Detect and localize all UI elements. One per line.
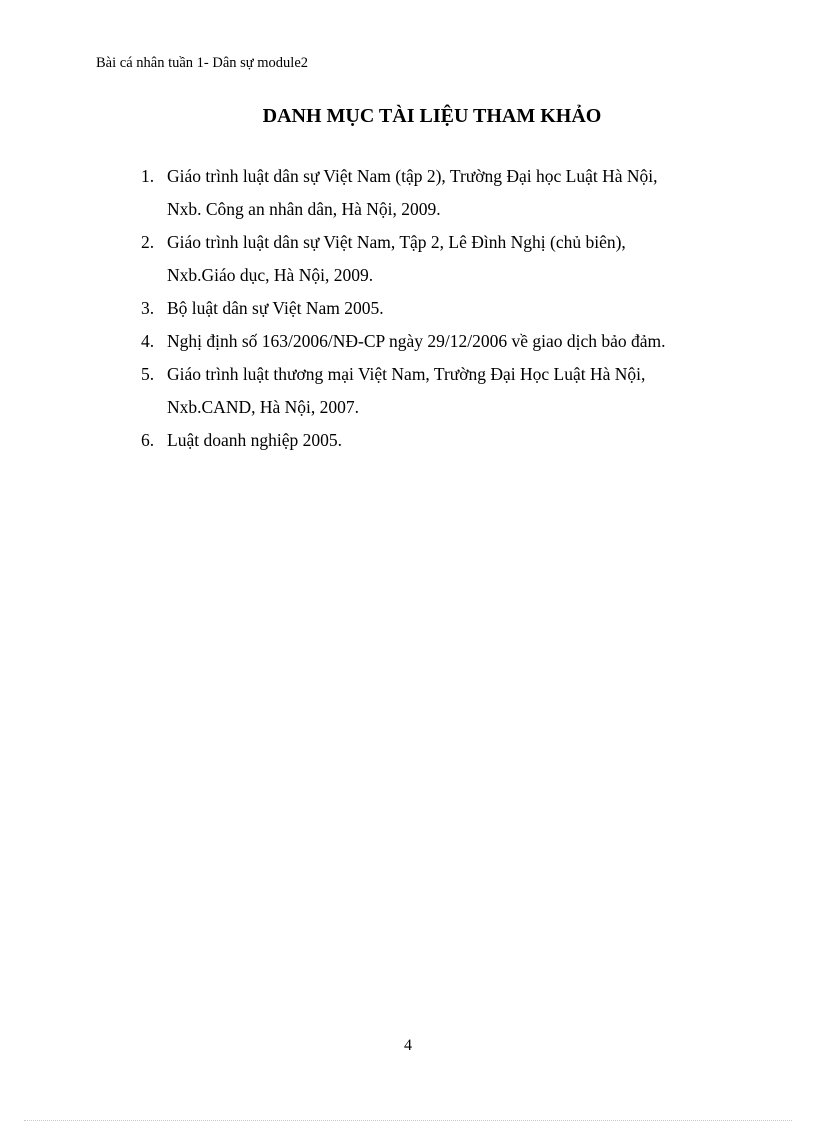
reference-text-line: Nghị định số 163/2006/NĐ-CP ngày 29/12/2006 về giao dịch bảo đảm.: [167, 331, 666, 351]
reference-text-line: Nxb.CAND, Hà Nội, 2007.: [167, 397, 360, 417]
reference-item: [141, 325, 761, 358]
reference-text-line: Giáo trình luật thương mại Việt Nam, Trường Đại Học Luật Hà Nội,: [167, 364, 646, 384]
reference-item: [141, 160, 761, 226]
reference-text-line: Luật doanh nghiệp 2005.: [167, 430, 342, 450]
reference-text-line: Bộ luật dân sự Việt Nam 2005.: [167, 298, 384, 318]
page-number: [0, 1036, 816, 1056]
reference-text-line: Giáo trình luật dân sự Việt Nam, Tập 2, Lê Đình Nghị (chủ biên),: [167, 232, 626, 252]
page-title: DANH MỤC TÀI LIỆU THAM KHẢO: [262, 105, 602, 127]
reference-number: 1.: [141, 166, 155, 186]
reference-number: 6.: [141, 430, 155, 450]
reference-item: [141, 226, 761, 292]
page-bottom-edge: [24, 1120, 792, 1121]
reference-number: 5.: [141, 364, 155, 384]
page-number-text: 4: [404, 1037, 412, 1054]
reference-text-line: Giáo trình luật dân sự Việt Nam (tập 2), Trường Đại học Luật Hà Nội,: [167, 166, 658, 186]
reference-text-line: Nxb.Giáo dục, Hà Nội, 2009.: [167, 265, 374, 285]
reference-item: [141, 292, 761, 325]
reference-list: [141, 160, 761, 457]
reference-number: 3.: [141, 298, 155, 318]
reference-item: [141, 424, 761, 457]
reference-number: 4.: [141, 331, 155, 351]
running-header: Bài cá nhân tuần 1- Dân sự module2: [96, 55, 309, 71]
reference-item: [141, 358, 761, 424]
reference-number: 2.: [141, 232, 155, 252]
reference-text-line: Nxb. Công an nhân dân, Hà Nội, 2009.: [167, 199, 441, 219]
